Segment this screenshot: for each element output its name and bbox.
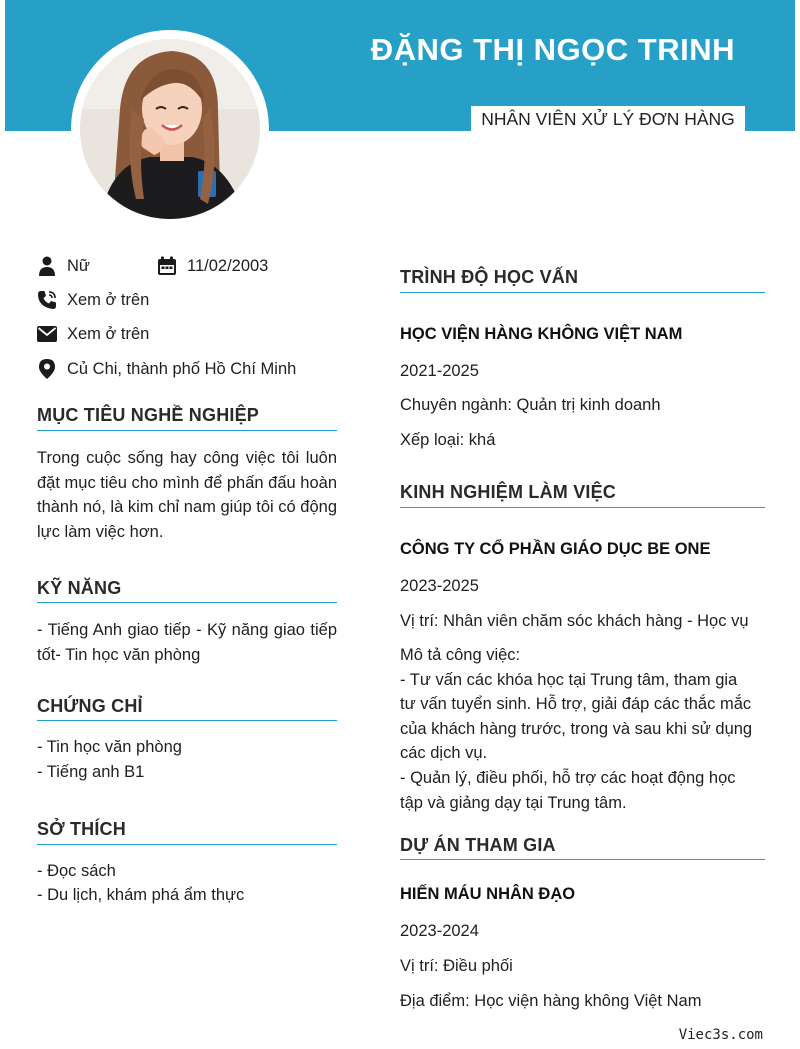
address-value: Củ Chi, thành phố Hồ Chí Minh (67, 359, 297, 378)
project-role: Vị trí: Điều phối (400, 957, 513, 975)
address-row (37, 357, 296, 381)
projects-title: DỰ ÁN THAM GIA (400, 835, 556, 855)
project-period: 2023-2024 (400, 922, 479, 940)
experience-description-line: các dịch vụ. (400, 744, 488, 762)
hobby-item: - Đọc sách (37, 862, 116, 880)
footer-brand: Viec3s.com (678, 1027, 763, 1043)
education-title: TRÌNH ĐỘ HỌC VẤN (400, 267, 579, 287)
profile-photo (80, 39, 260, 219)
objective-text: Trong cuộc sống hay công việc tôi luôn đặt mục tiêu cho mình để phấn đấu hoàn thành nó, là kim chỉ nam giúp tôi có động lực làm việc hơn. (37, 449, 337, 542)
experience-title: KINH NGHIỆM LÀM VIỆC (400, 482, 617, 502)
calendar-icon (157, 256, 177, 276)
birthday-value: 11/02/2003 (187, 256, 269, 275)
skills-title: KỸ NĂNG (37, 578, 122, 598)
education-period: 2021-2025 (400, 362, 479, 380)
experience-period: 2023-2025 (400, 577, 479, 595)
birthday-row (157, 254, 268, 278)
experience-description-line: - Quản lý, điều phối, hỗ trợ các hoạt động học (400, 769, 736, 787)
mail-icon (37, 324, 57, 344)
hobby-item: - Du lịch, khám phá ẩm thực (37, 886, 245, 904)
experience-description-line: tập và giảng dạy tại Trung tâm. (400, 794, 627, 812)
experience-description-line: của khách hàng trước, trong và sau khi sử dụng (400, 720, 753, 738)
education-school: HỌC VIỆN HÀNG KHÔNG VIỆT NAM (400, 325, 683, 343)
certificate-item: - Tiếng anh B1 (37, 763, 145, 781)
phone-icon (37, 290, 57, 310)
education-divider (400, 292, 765, 293)
certificate-item: - Tin học văn phòng (37, 738, 182, 756)
phone-row (37, 288, 149, 312)
hobbies-divider (37, 844, 337, 845)
job-title-box (471, 106, 745, 132)
experience-description-line: Mô tả công việc: (400, 646, 521, 664)
gender-row (37, 254, 90, 278)
experience-company: CÔNG TY CỔ PHẦN GIÁO DỤC BE ONE (400, 540, 711, 558)
project-name: HIẾN MÁU NHÂN ĐẠO (400, 885, 576, 903)
education-major: Chuyên ngành: Quản trị kinh doanh (400, 396, 661, 414)
skills-text: - Tiếng Anh giao tiếp - Kỹ năng giao tiếp tốt- Tin học văn phòng (37, 621, 337, 664)
email-value: Xem ở trên (67, 324, 150, 343)
skills-divider (37, 602, 337, 603)
experience-divider (400, 507, 765, 508)
education-rank: Xếp loại: khá (400, 431, 496, 449)
certificates-title: CHỨNG CHỈ (37, 696, 143, 716)
objective-divider (37, 430, 337, 431)
certificates-divider (37, 720, 337, 721)
project-place: Địa điểm: Học viện hàng không Việt Nam (400, 992, 702, 1010)
experience-description-line: - Tư vấn các khóa học tại Trung tâm, tham gia (400, 671, 738, 689)
phone-value: Xem ở trên (67, 290, 150, 309)
objective-title: MỤC TIÊU NGHỀ NGHIỆP (37, 405, 260, 425)
projects-divider (400, 859, 765, 860)
experience-description-line: tư vấn tuyển sinh. Hỗ trợ, giải đáp các thắc mắc (400, 695, 752, 713)
hobbies-title: SỞ THÍCH (37, 819, 126, 839)
email-row (37, 322, 149, 346)
person-icon (37, 256, 57, 276)
candidate-name: ĐẶNG THỊ NGỌC TRINH (370, 32, 735, 67)
location-pin-icon (37, 359, 57, 379)
gender-value: Nữ (67, 256, 90, 275)
experience-position: Vị trí: Nhân viên chăm sóc khách hàng - Học vụ (400, 612, 749, 630)
job-title: NHÂN VIÊN XỬ LÝ ĐƠN HÀNG (481, 108, 735, 129)
